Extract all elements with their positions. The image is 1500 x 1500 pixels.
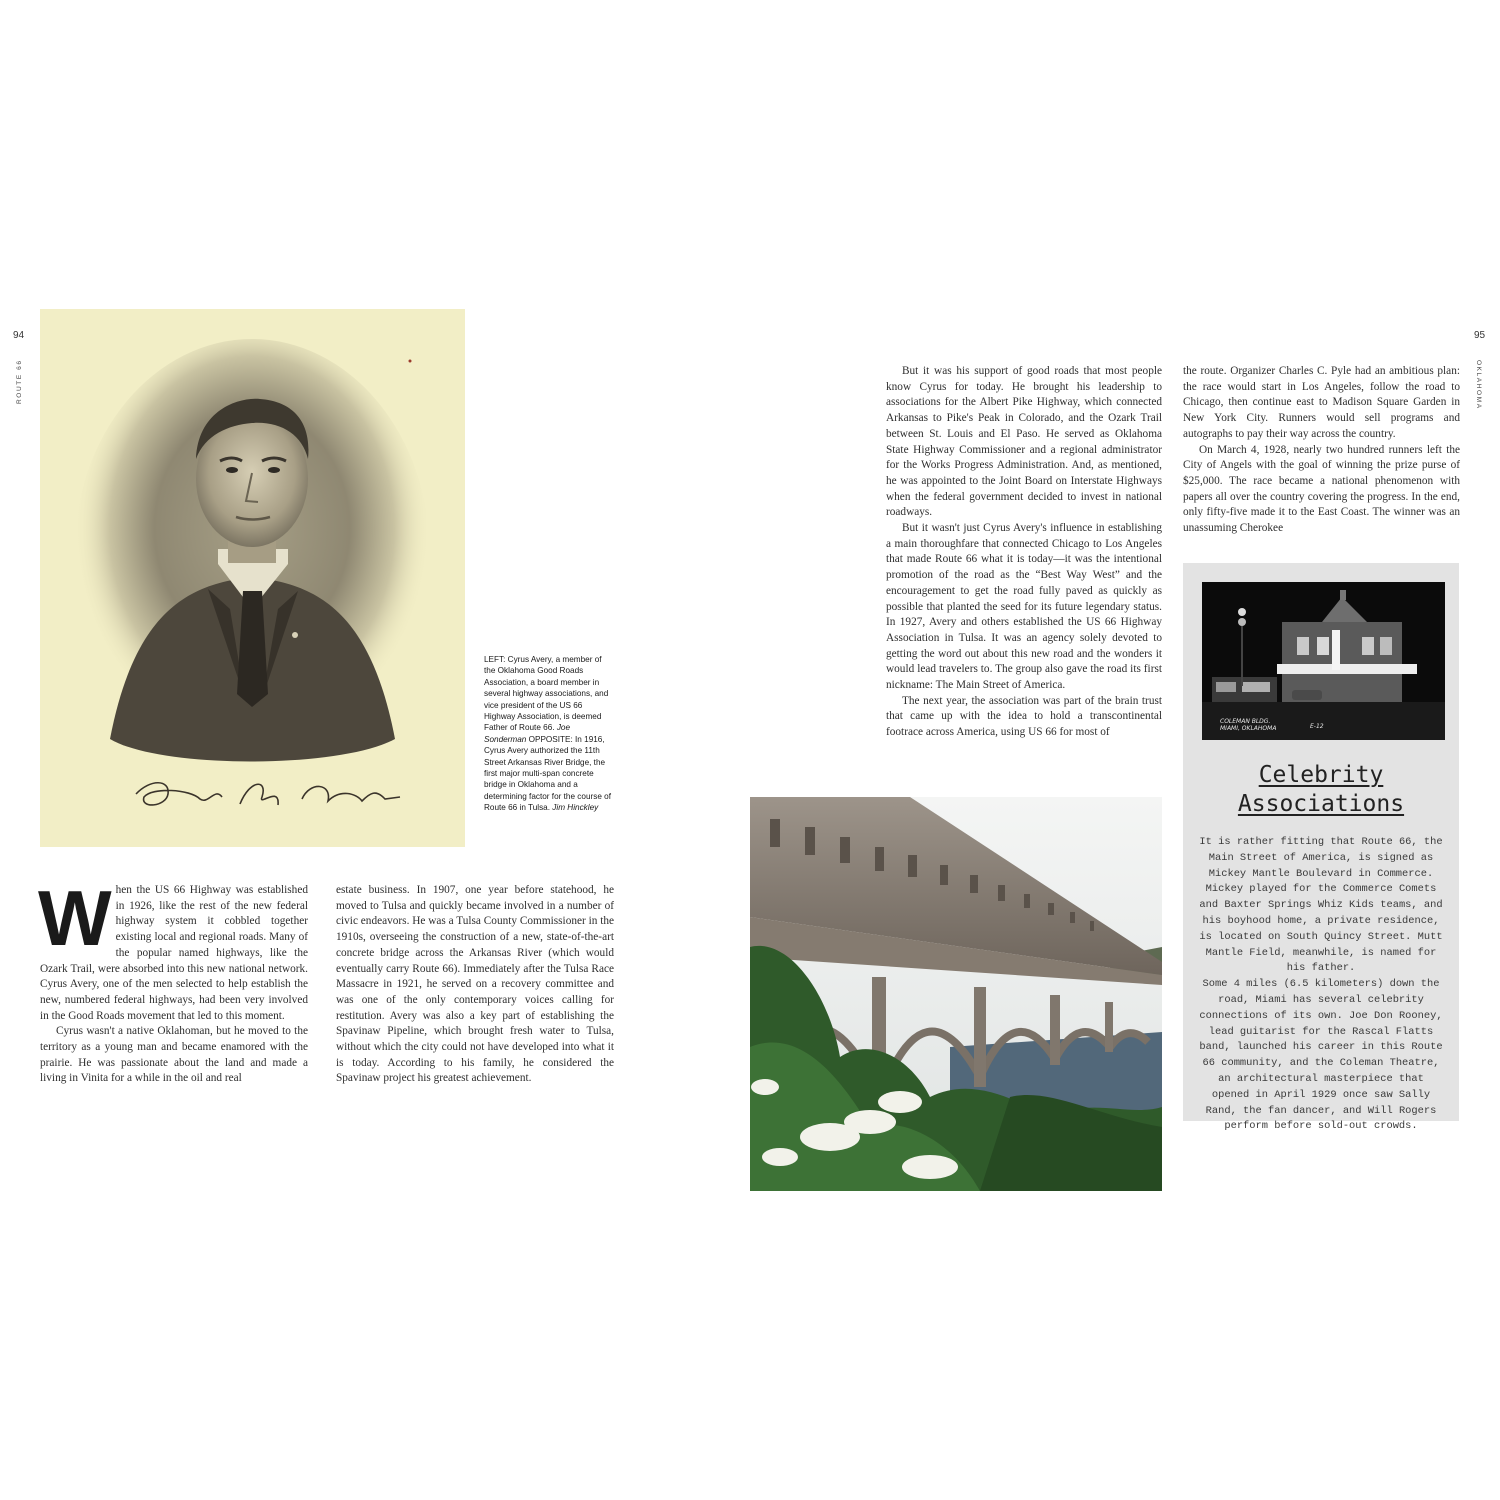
bridge-photo xyxy=(750,797,1162,1191)
photo-inscription xyxy=(1220,718,1276,732)
paragraph: estate business. In 1907, one year before statehood, he moved to Tulsa and quickly became involved in a number of civic endeavors. He was a Tulsa County Commissioner in the 1910s, overseeing the construction of a new, state-of-the-art concrete bridge across the Arkansas River (which would eventually carry Route 66). Immediately after the Tulsa Race Massacre in 1921, he served on a recovery committee and was one of the only contemporary voices calling for restitution. Avery was also a key part of establishing the Spavinaw Pipeline, which brought fresh water to Tulsa, without which the city could not have developed into what it is today. According to his family, he considered the Spavinaw project his greatest achievement. xyxy=(336,884,614,1085)
caption-text-left: LEFT: Cyrus Avery, a member of the Oklahoma Good Roads Association, a board member in several highway associations, and vice president of the US 66 Highway Association, is deemed Father of Route 66. xyxy=(484,655,609,733)
running-head-left: ROUTE 66 xyxy=(16,359,23,404)
sidebar-title xyxy=(1183,761,1459,819)
sidebar-title-line-1: Celebrity xyxy=(1258,762,1384,788)
paragraph: On March 4, 1928, nearly two hundred runners left the City of Angels with the goal of winning the prize purse of $25,000. The race became a national phenomenon with papers all over the country covering the progress. In the end, only fifty-five made it to the East Coast. The winner was an unassuming Cherokee xyxy=(1183,443,1460,535)
sidebar-paragraph: Some 4 miles (6.5 kilometers) down the road, Miami has several celebrity connections of its own. Joe Don Rooney, lead guitarist for the Rascal Flatts band, launched his career in this Route 66 community, and the Coleman Theatre, an architectural masterpiece that opened in April 1929 once saw Sally Rand, the fan dancer, and Will Rogers perform before sold-out crowds. xyxy=(1199,978,1443,1133)
inscription-line-1: COLEMAN BLDG. xyxy=(1220,718,1271,725)
sidebar-paragraph: It is rather fitting that Route 66, the Main Street of America, is signed as Mickey Mantle Boulevard in Commerce. Mickey played for the Commerce Comets and Baxter Springs Whiz Kids teams, and his boyhood home, a private residence, is located on South Quincy Street. Mutt Mantle Field, meanwhile, is named for his father. xyxy=(1199,836,1443,975)
drop-cap: W xyxy=(38,874,108,962)
paragraph-opening xyxy=(38,874,308,1024)
left-column-1 xyxy=(38,874,308,1087)
right-column-2 xyxy=(1183,364,1460,537)
opening-text: hen the US 66 Highway was established in 1926, like the rest of the new federal highway system it cobbled together existing local and regional roads. Many of the popular named highways, like the Ozark Trail, were absorbed into this new national network. Cyrus Avery, one of the men selected to help establish the new, numbered federal highways, had been very involved in the Good Roads movement that led to this moment. xyxy=(40,884,308,1022)
inscription-number: E-12 xyxy=(1310,723,1324,730)
paragraph: The next year, the association was part of the brain trust that came up with the idea to hold a transcontinental footrace across America, using US 66 for most of xyxy=(886,694,1162,739)
paragraph: But it was his support of good roads that most people know Cyrus for today. He brought his leadership to associations for the Albert Pike Highway, which connected Arkansas to Pike's Peak in Colorado, and the Ozark Trail between St. Louis and El Paso. He served as Oklahoma State Highway Commissioner and a regional administrator for the Works Progress Administration. And, as mentioned, he was appointed to the Joint Board on Interstate Highways when the federal government decided to invest in national roadways. xyxy=(886,365,1162,519)
theatre-illustration xyxy=(1202,582,1445,740)
caption-text-opposite: OPPOSITE: In 1916, Cyrus Avery authorized the 11th Street Arkansas River Bridge, the first major multi-span concrete bridge in Oklahoma and a determining factor for the course of Route 66 in Tulsa. xyxy=(484,734,611,813)
sidebar-body xyxy=(1198,835,1444,1135)
portrait-photo-cyrus-avery xyxy=(40,309,465,847)
paragraph: But it wasn't just Cyrus Avery's influence in establishing a main thoroughfare that connected Chicago to Los Angeles that made Route 66 what it is today—it was the intentional promotion of the road as the “Best Way West” and the encouragement to get the road fully paved as quickly as possible that planted the seed for its future legendary status. In 1927, Avery and others established the US 66 Highway Association in Tulsa. It was an agency solely devoted to getting the word out about this new road and the wonders it would lead travelers to. The group also gave the road its first nickname: The Main Street of America. xyxy=(886,522,1162,692)
caption-credit-opposite: Jim Hinckley xyxy=(552,803,599,813)
sidebar-title-line-2: Associations xyxy=(1237,791,1405,817)
left-column-2 xyxy=(336,883,614,1087)
sidebar-box xyxy=(1183,563,1459,1133)
theatre-photo xyxy=(1202,582,1445,740)
photo-caption xyxy=(484,654,614,814)
bridge-illustration xyxy=(750,797,1162,1191)
portrait-illustration xyxy=(40,309,465,847)
inscription-line-2: MIAMI, OKLAHOMA xyxy=(1220,725,1277,732)
right-column-1 xyxy=(886,364,1162,741)
caption-credit-left: Joe Sonderman xyxy=(484,723,571,744)
page-number-left: 94 xyxy=(13,330,25,341)
running-head-right: OKLAHOMA xyxy=(1475,360,1482,410)
paragraph: Cyrus wasn't a native Oklahoman, but he moved to the territory as a young man and became enamored with the prairie. He was passionate about the land and made a living in Vinita for a while in the oil and real xyxy=(40,1025,308,1085)
page-number-right: 95 xyxy=(1474,330,1486,341)
paragraph: the route. Organizer Charles C. Pyle had an ambitious plan: the race would start in Los Angeles, follow the road to Chicago, then continue east to Madison Square Garden in New York City. Runners would sell programs and autographs to pay their way across the country. xyxy=(1183,365,1460,440)
